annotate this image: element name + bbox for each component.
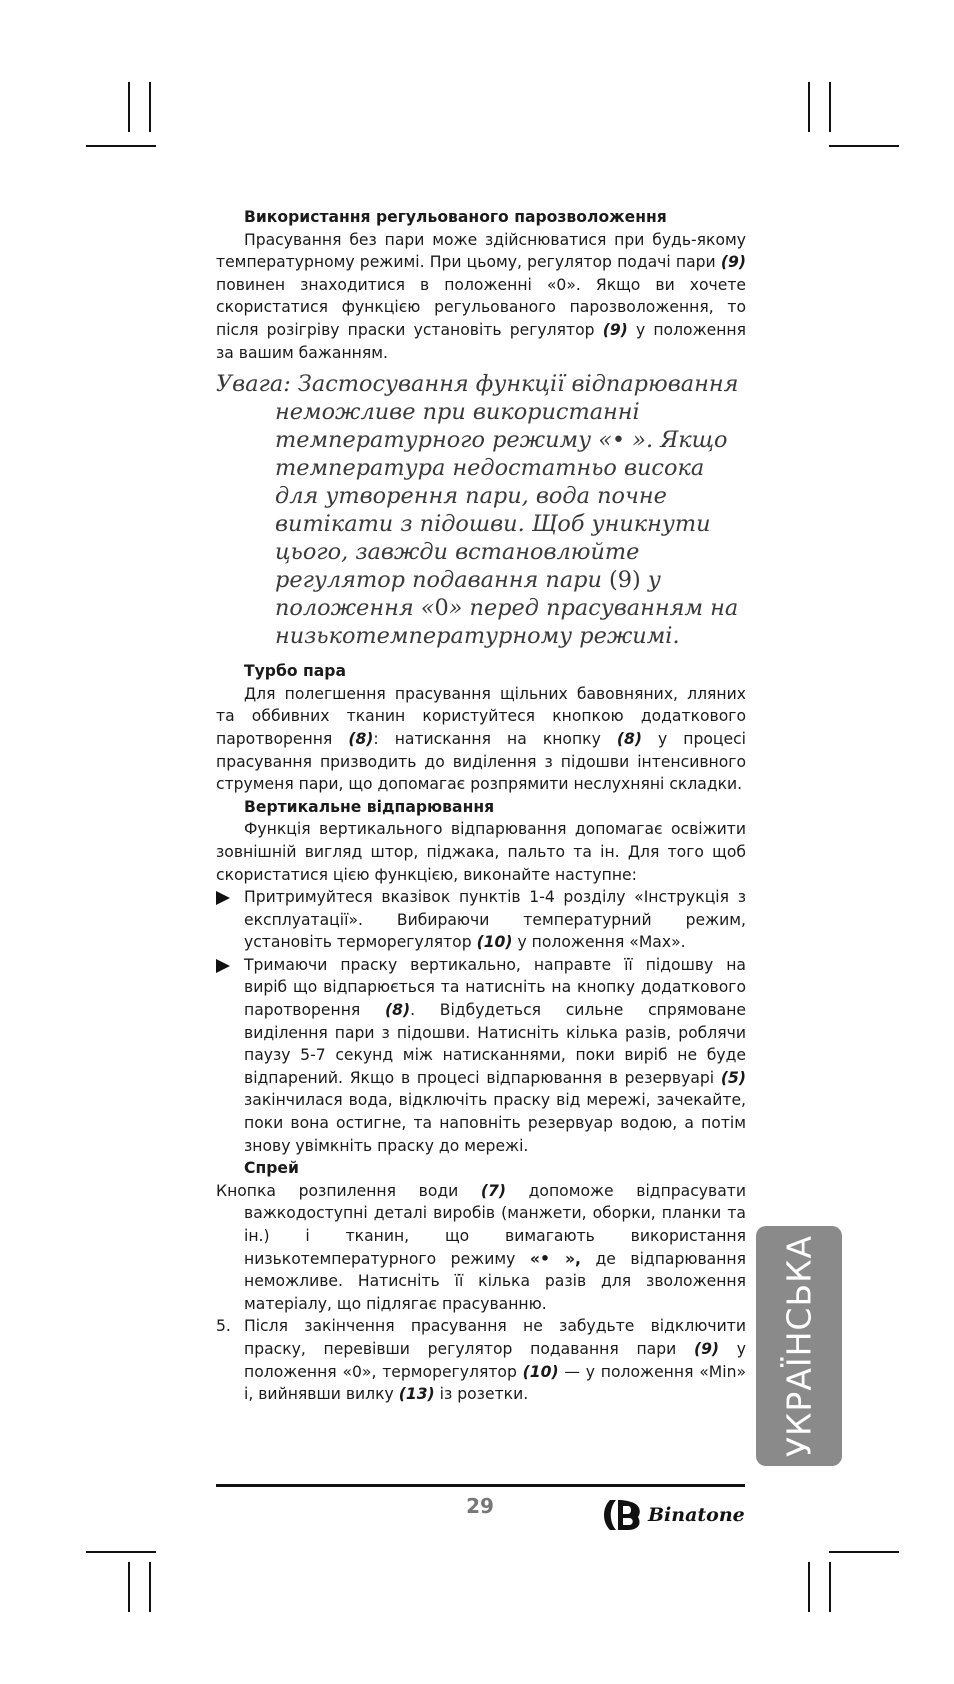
text: Застосування функції відпарювання неможливе при використанні температурного режиму « (275, 371, 739, 454)
footer-divider (216, 1484, 745, 1487)
section-heading-vertical: Вертикальне відпарювання (244, 797, 495, 816)
part-reference: (9) (609, 567, 641, 594)
text: повинен знаходитися в положенні «0». Якщо ви хочете скористатися функцією регульованого парозволоження, то після розігріву праски установіть регулятор (216, 275, 746, 339)
brand-name: Binatone (648, 1504, 745, 1526)
text: Кнопка розпилення води (216, 1181, 481, 1200)
text: у процесі прасування призводить до виділення з підошви інтенсивного струменя пари, що допомагає розпрямити неслухняні складки. (216, 729, 746, 794)
text: » перед прасуванням на низькотемпературному режимі. (275, 595, 739, 650)
text: Тримаючи праску вертикально, направте її підошву на виріб що відпарюється та натисніть на кнопку додаткового паротворення (244, 955, 746, 1020)
part-reference: (8) (348, 729, 374, 748)
part-reference: (7) (480, 1181, 507, 1200)
crop-mark (86, 145, 156, 147)
text: ». Якщо температура недостатньо висока для утворення пари, вода почне витікати з підошви. Щоб уникнути цього, завжди встановлюйте регулятор подавання пари (275, 427, 728, 594)
part-reference: (10) (476, 933, 513, 952)
text: Після закінчення прасування не забудьте відключити праску, перевівши регулятор подавання пари (244, 1317, 746, 1358)
list-item (216, 954, 746, 1157)
warning-note (216, 370, 746, 650)
language-tab (756, 1226, 842, 1466)
paragraph-turbo (216, 683, 746, 796)
text: допоможе відпрасувати важкодоступні деталі виробів (манжети, оборки, планки та ін.) і тканин, що вимагають використання низькотемпературного режиму (244, 1181, 746, 1268)
temperature-dot-symbol: • (611, 427, 626, 454)
part-reference: (10) (522, 1362, 559, 1381)
bullet-triangle-icon (216, 891, 230, 905)
text: де відпарювання неможливе. Натисніть її кілька разів для зволоження матеріалу, що підлягає прасуванню. (244, 1249, 747, 1313)
crop-mark (149, 82, 151, 132)
text: із розетки. (434, 1385, 529, 1404)
brand-logo (604, 1496, 749, 1536)
text: : натискання на кнопку (373, 729, 617, 748)
text: Притримуйтеся вказівок пунктів 1-4 розділу «Інструкція з експлуатації». Вибираючи температурний режим, установіть терморегулятор (244, 888, 746, 952)
text: Для полегшення прасування щільних бавовняних, лляних та оббивних тканин користуйтеся кнопкою додаткового паротворення (216, 684, 746, 748)
part-reference: (9) (720, 253, 746, 272)
section-heading-turbo: Турбо пара (244, 662, 346, 681)
section-heading-adjustable-steam: Використання регульованого парозволоження (244, 208, 667, 226)
bullet-triangle-icon (216, 959, 230, 973)
crop-mark (808, 82, 810, 132)
part-reference: (9) (693, 1339, 720, 1358)
section-heading-spray: Спрей (244, 1159, 299, 1178)
part-reference: (8) (616, 729, 642, 748)
paragraph-adjustable-steam (216, 229, 746, 365)
text: закінчилася вода, відключіть праску від мережі, зачекайте, поки вона остигне, та наповніть резервуар водою, а потім знову увімкніть праску до мережі. (244, 1091, 746, 1155)
crop-mark (149, 1562, 151, 1612)
text: у положення « (275, 567, 661, 622)
language-tab-label: УКРАЇНСЬКА (779, 1234, 819, 1458)
paragraph-vertical-intro: Функція вертикального відпарювання допомагає освіжити зовнішній вигляд штор, піджака, пальто та ін. Для того щоб скористатися цією функцією, виконайте наступне: (216, 820, 746, 884)
text: у положення за вашим бажанням. (216, 320, 746, 362)
step-5 (216, 1315, 746, 1405)
list-item (216, 886, 746, 954)
part-reference: (8) (384, 1001, 411, 1020)
crop-mark (829, 82, 831, 132)
part-reference: (9) (602, 320, 628, 339)
text: Прасування без пари може здійснюватися при будь-якому температурному режимі. При цьому, регулятор подачі пари (216, 230, 746, 272)
text: у положення «0», терморегулятор (244, 1339, 747, 1381)
part-reference: (13) (398, 1385, 435, 1404)
binatone-mark-icon (604, 1496, 646, 1534)
crop-mark (86, 1551, 156, 1553)
text: 0 (434, 595, 449, 622)
step-number: 5. (216, 1317, 231, 1336)
paragraph-spray (216, 1180, 746, 1316)
part-reference: (5) (720, 1068, 746, 1087)
crop-mark (128, 82, 130, 132)
manual-content (216, 206, 746, 1406)
crop-mark (829, 1551, 899, 1553)
text: — у положення «Min» і, вийнявши вилку (244, 1362, 746, 1404)
crop-mark (128, 1562, 130, 1612)
page-number: 29 (466, 1494, 494, 1518)
note-label: Увага: (216, 371, 291, 398)
text: у положення «Max». (512, 933, 686, 952)
temperature-mode-symbol: «• », (529, 1249, 581, 1268)
crop-mark (808, 1562, 810, 1612)
crop-mark (829, 145, 899, 147)
text: . Відбудеться сильне спрямоване виділення пари з підошви. Натисніть кілька разів, роблячи паузу 5-7 секунд між натисканнями, поки виріб не буде відпарений. Якщо в процесі відпарювання в резервуарі (244, 1001, 746, 1087)
crop-mark (829, 1562, 831, 1612)
